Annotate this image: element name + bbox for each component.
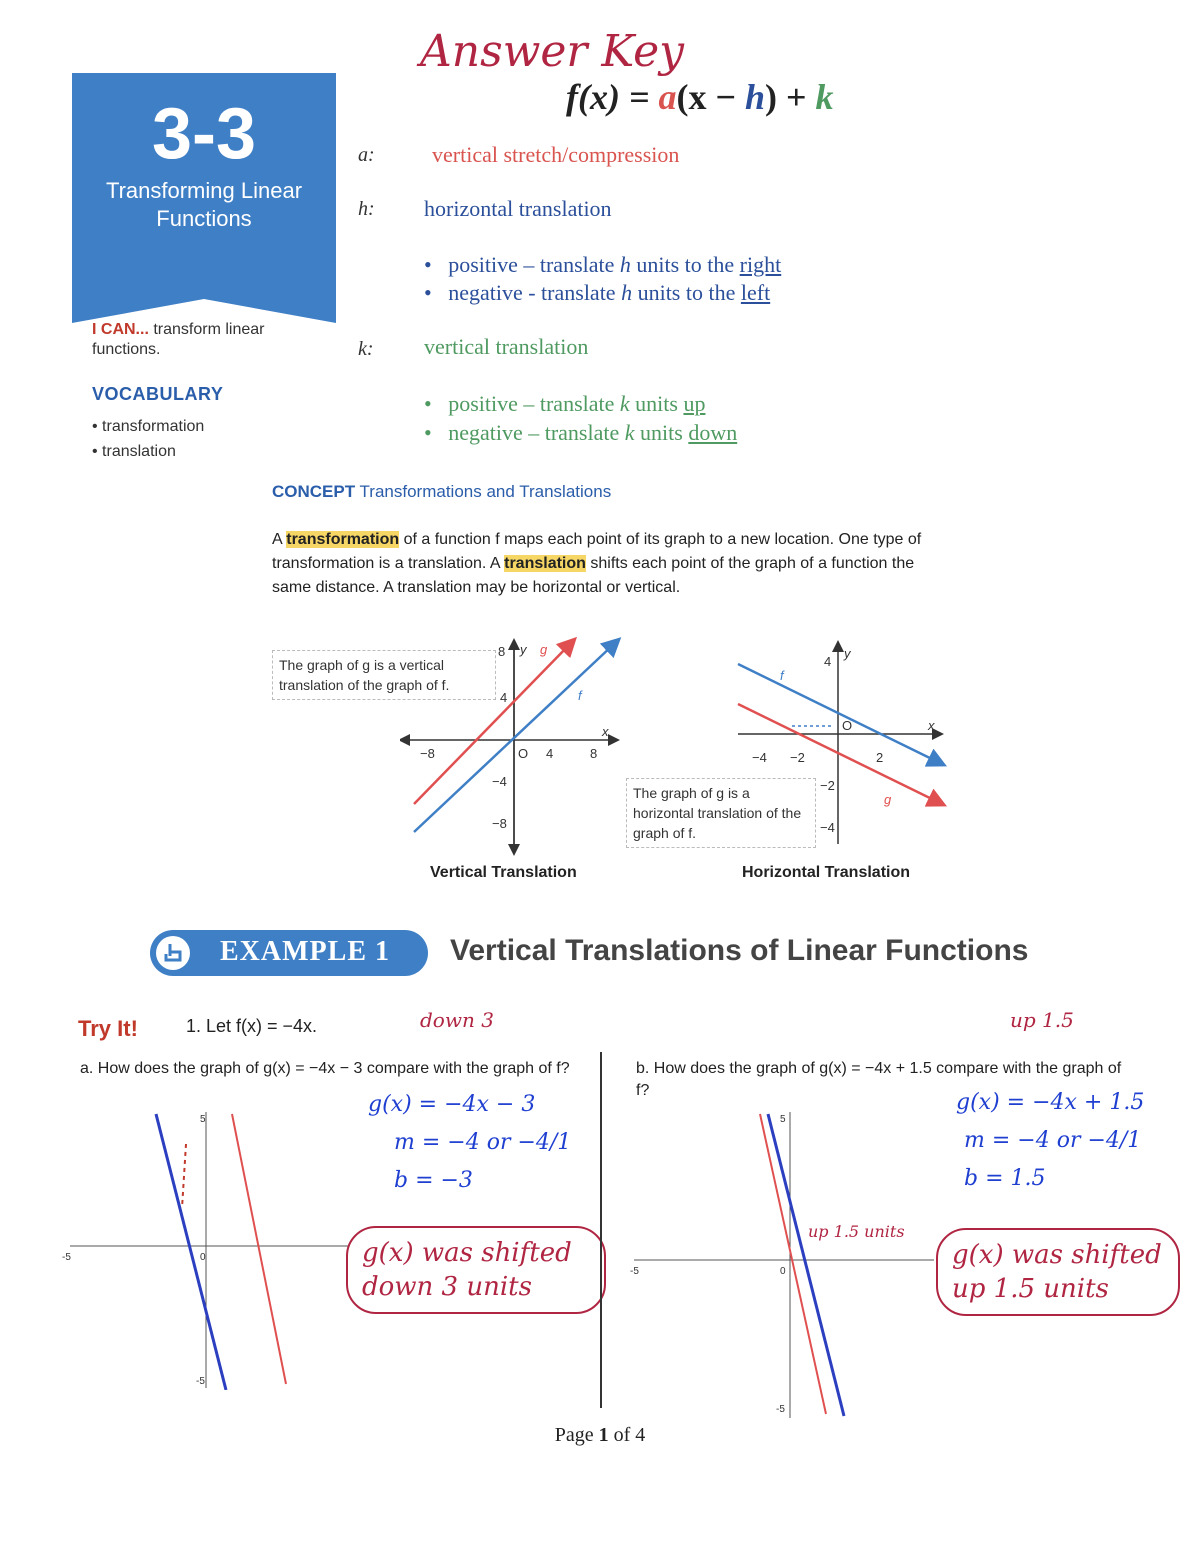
ican-label: I CAN... [92,321,149,338]
svg-text:-5: -5 [196,1376,205,1387]
svg-text:−4: −4 [820,820,835,835]
vocabulary-list [92,414,204,464]
column-divider [600,1052,602,1408]
question-b: b. How does the graph of g(x) = −4x + 1.5 compare with the graph of f? [636,1060,1122,1099]
concept-heading [272,482,611,502]
svg-text:5: 5 [780,1114,786,1125]
ican-statement [92,320,332,360]
svg-text:−8: −8 [492,816,507,831]
svg-text:0: 0 [780,1266,786,1277]
vertical-callout: The graph of g is a vertical translation of the graph of f. [272,650,496,700]
vocab-item: • transformation [92,418,205,435]
highlight-transformation: transformation [286,531,400,548]
horizontal-caption: Horizontal Translation [742,864,911,881]
lesson-badge [72,73,336,299]
note-up-1-5: up 1.5 [1010,1008,1074,1032]
graph-a [60,1108,350,1390]
param-h-letter: h: [358,198,375,220]
example-title: Vertical Translations of Linear Functions [450,934,1029,967]
svg-text:4: 4 [546,746,554,761]
svg-text:2: 2 [876,750,884,765]
param-k-letter: k: [358,338,374,360]
work-b: g(x) = −4x + 1.5 m = −4 or −4/1 b = 1.5 [956,1090,1145,1191]
svg-text:O: O [842,718,853,733]
param-h-bullet-positive: • positive – translate h units to the right [424,252,782,277]
highlight-translation: translation [504,555,586,572]
example-label: EXAMPLE 1 [220,936,390,967]
svg-text:g: g [884,792,892,807]
svg-text:−2: −2 [790,750,805,765]
svg-text:4: 4 [824,654,832,669]
svg-text:0: 0 [200,1252,206,1263]
line-g-b [768,1114,844,1416]
svg-text:y: y [844,646,851,661]
vocab-item: • translation [92,443,176,460]
work-a: g(x) = −4x − 3 m = −4 or −4/1 b = −3 [368,1092,572,1193]
svg-text:-5: -5 [630,1266,639,1277]
param-h-desc: horizontal translation [424,196,612,221]
svg-text:8: 8 [590,746,598,761]
concept-label: CONCEPT [272,482,356,501]
svg-text:4: 4 [500,690,508,705]
page-footer: Page 1 of 4 [554,1424,646,1446]
param-k-bullet-negative: • negative – translate k units down [424,420,738,445]
vertical-caption: Vertical Translation [430,864,577,881]
svg-text:-5: -5 [776,1404,785,1415]
param-k-bullet-positive: • positive – translate k units up [424,391,706,416]
svg-text:y: y [520,642,527,657]
param-h-bullet-negative: • negative - translate h units to the left [424,280,771,305]
svg-text:−8: −8 [420,746,435,761]
concept-title: Transformations and Translations [359,482,612,501]
param-a-desc: vertical stretch/compression [432,142,680,167]
svg-text:f: f [578,688,582,703]
problem-statement: 1. Let f(x) = −4x. [186,1016,318,1036]
note-down-3: down 3 [420,1008,494,1032]
try-it-label: Try It! [78,1016,138,1041]
line-g-a [156,1114,226,1390]
svg-text:f: f [780,668,784,683]
svg-text:O: O [518,746,529,761]
svg-text:x: x [928,718,935,733]
question-a: a. How does the graph of g(x) = −4x − 3 compare with the graph of f? [80,1060,570,1077]
svg-text:g: g [540,642,548,657]
horizontal-callout: The graph of g is a horizontal translation of the graph of f. [626,778,816,848]
lesson-number: 3-3 [151,94,257,174]
line-f-a [232,1114,286,1384]
svg-text:−4: −4 [752,750,767,765]
svg-text:x: x [602,724,609,739]
svg-text:5: 5 [200,1114,206,1125]
svg-text:−4: −4 [492,774,507,789]
tick-8: 8 [498,644,506,659]
graph-note-up: up 1.5 units [808,1222,905,1241]
param-a-letter: a: [358,144,375,166]
vocabulary-heading: VOCABULARY [92,384,224,404]
answer-key-handwriting: Answer Key [420,26,684,77]
formula: f(x) = a(x − h) + k [566,77,834,117]
graph-b [628,1108,938,1420]
ican-text: transform linear functions. [92,321,265,358]
svg-text:−2: −2 [820,778,835,793]
answer-b: g(x) was shifted up 1.5 units [936,1228,1180,1316]
pointer-hand-icon [156,936,190,970]
lesson-title: Transforming Linear Functions [105,178,303,231]
concept-body: A transformation of a function f maps each point of its graph to a new location. One type of transformation is a translation. A translation shifts each point of the graph of a function the same distance. A translation may be horizontal or vertical. [272,531,922,596]
param-k-desc: vertical translation [424,334,589,359]
line-f-b [760,1114,826,1414]
answer-a: g(x) was shifted down 3 units [346,1226,606,1314]
svg-text:-5: -5 [62,1252,71,1263]
